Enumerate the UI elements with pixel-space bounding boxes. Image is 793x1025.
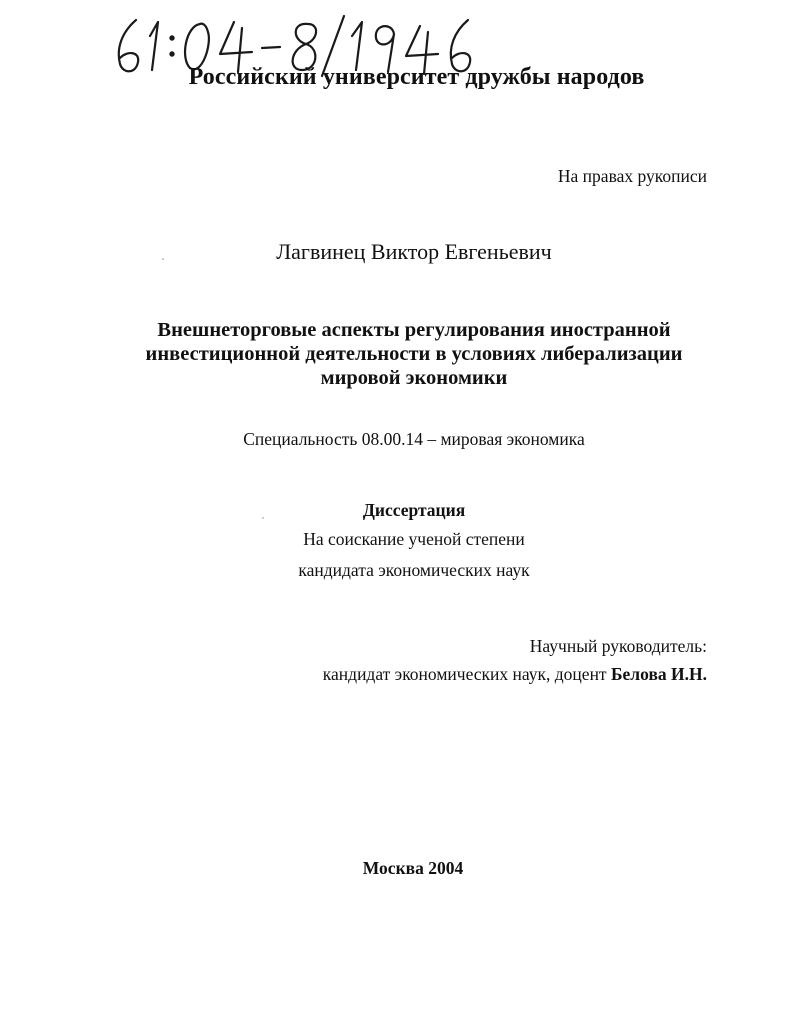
degree-line-2: кандидата экономических наук: [298, 560, 530, 580]
rights-note: На правах рукописи: [557, 166, 707, 186]
dissertation-title: [0, 318, 793, 390]
title-line: инвестиционной деятельности в условиях либерализации: [145, 343, 683, 365]
city-year: Москва 2004: [362, 858, 464, 878]
supervisor-line: [323, 664, 707, 685]
author-name: Лагвинец Виктор Евгеньевич: [276, 239, 552, 264]
scan-speck: [262, 517, 264, 519]
dissertation-type: Диссертация: [362, 500, 466, 520]
title-line: Внешнеторговые аспекты регулирования иностранной: [157, 319, 671, 341]
degree-line-1: На соискание ученой степени: [303, 529, 525, 549]
title-line: мировой экономики: [320, 367, 508, 389]
scan-speck: [162, 258, 164, 260]
supervisor-name: Белова И.Н.: [610, 664, 707, 684]
supervisor-label: Научный руководитель:: [529, 636, 707, 656]
specialty: Специальность 08.00.14 – мировая экономика: [243, 429, 585, 449]
university-name: Российский университет дружбы народов: [188, 64, 645, 90]
supervisor-credentials: кандидат экономических наук, доцент: [322, 664, 607, 684]
